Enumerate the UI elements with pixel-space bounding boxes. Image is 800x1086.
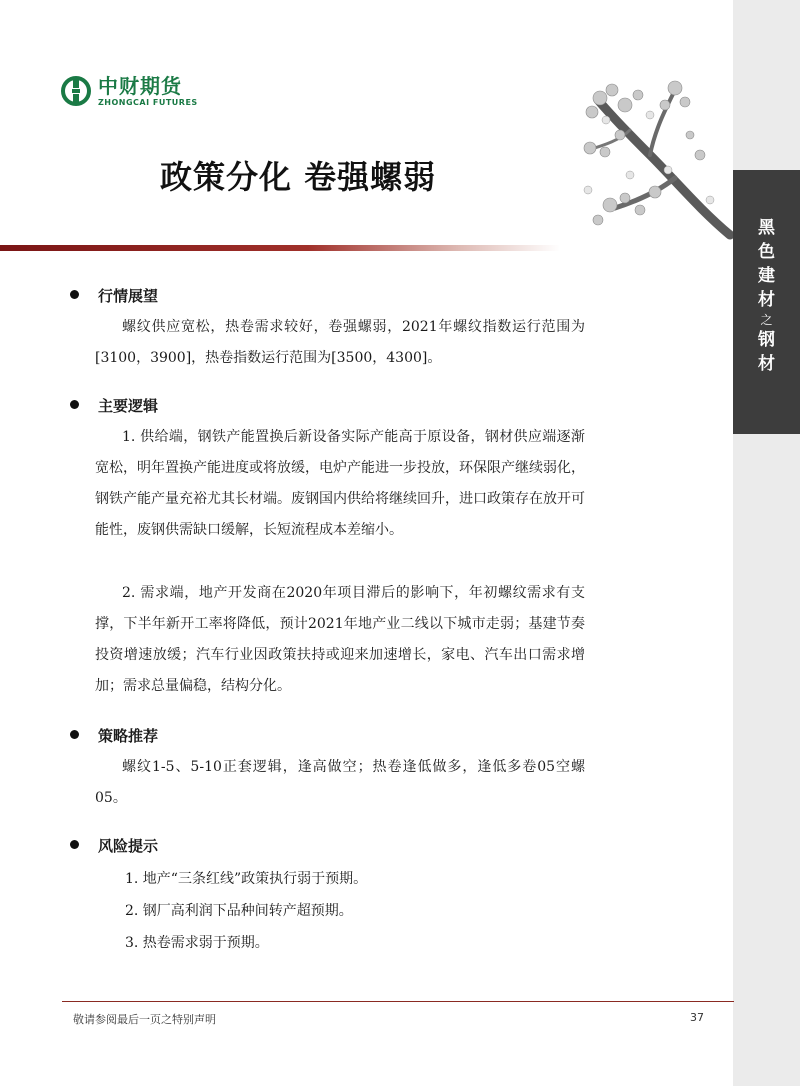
logo-chinese-name: 中财期货: [98, 74, 182, 98]
category-char: 材: [758, 354, 775, 374]
outlook-paragraph: 螺纹供应宽松，热卷需求较好，卷强螺弱，2021年螺纹指数运行范围为[3100，3900]，热卷指数运行范围为[3500，4300]。: [95, 319, 585, 366]
section-heading-text: 主要逻辑: [98, 397, 159, 415]
category-char: 钢: [758, 330, 775, 350]
bullet-icon: [70, 730, 79, 739]
bullet-icon: [70, 400, 79, 409]
category-char: 建: [758, 266, 775, 286]
risk-item: 3. 热卷需求弱于预期。: [125, 935, 269, 951]
category-char: 材: [758, 290, 775, 310]
footer-disclaimer: 敬请参阅最后一页之特别声明: [73, 1013, 216, 1026]
title-divider: [0, 245, 560, 251]
category-tab: [733, 170, 800, 434]
section-heading-text: 风险提示: [98, 837, 159, 855]
section-heading-outlook: [70, 286, 158, 306]
category-tab-label: [733, 216, 800, 376]
page-number: 37: [690, 1011, 704, 1024]
section-heading-strategy: [70, 726, 158, 746]
footer-divider: [62, 1001, 734, 1002]
section-heading-logic: [70, 396, 158, 416]
section-heading-risk: [70, 836, 158, 856]
strategy-paragraph: 螺纹1-5、5-10正套逻辑，逢高做空；热卷逢低做多，逢低多卷05空螺05。: [95, 759, 585, 806]
section-heading-text: 行情展望: [98, 287, 159, 305]
risk-item: 2. 钢厂高利润下品种间转产超预期。: [125, 903, 353, 919]
logic-paragraph-demand: 2. 需求端，地产开发商在2020年项目滞后的影响下，年初螺纹需求有支撑，下半年新开工率将降低，预计2021年地产业二线以下城市走弱；基建节奏投资增速放缓；汽车行业因政策扶持或迎来加速增长，家电、汽车出口需求增加；需求总量偏稳，结构分化。: [95, 585, 585, 694]
side-strip: [733, 0, 800, 1086]
bullet-icon: [70, 290, 79, 299]
risk-item: 1. 地产“三条红线”政策执行弱于预期。: [125, 871, 368, 887]
company-logo: [60, 75, 220, 111]
category-char: 之: [760, 313, 773, 327]
bullet-icon: [70, 840, 79, 849]
plum-blossom-branch-icon: [580, 60, 733, 260]
category-char: 黑: [758, 218, 775, 238]
category-char: 色: [758, 242, 775, 262]
section-heading-text: 策略推荐: [98, 727, 159, 745]
logo-mark-icon: [60, 75, 92, 107]
logic-paragraph-supply: 1. 供给端，钢铁产能置换后新设备实际产能高于原设备，钢材供应端逐渐宽松，明年置换产能进度或将放缓，电炉产能进一步投放，环保限产继续弱化，钢铁产能产量充裕尤其长材端。废钢国内供给将继续回升，进口政策存在放开可能性，废钢供需缺口缓解，长短流程成本差缩小。: [95, 429, 585, 538]
page-title: 政策分化 卷强螺弱: [160, 158, 437, 196]
logo-english-name: ZHONGCAI FUTURES: [98, 98, 198, 107]
